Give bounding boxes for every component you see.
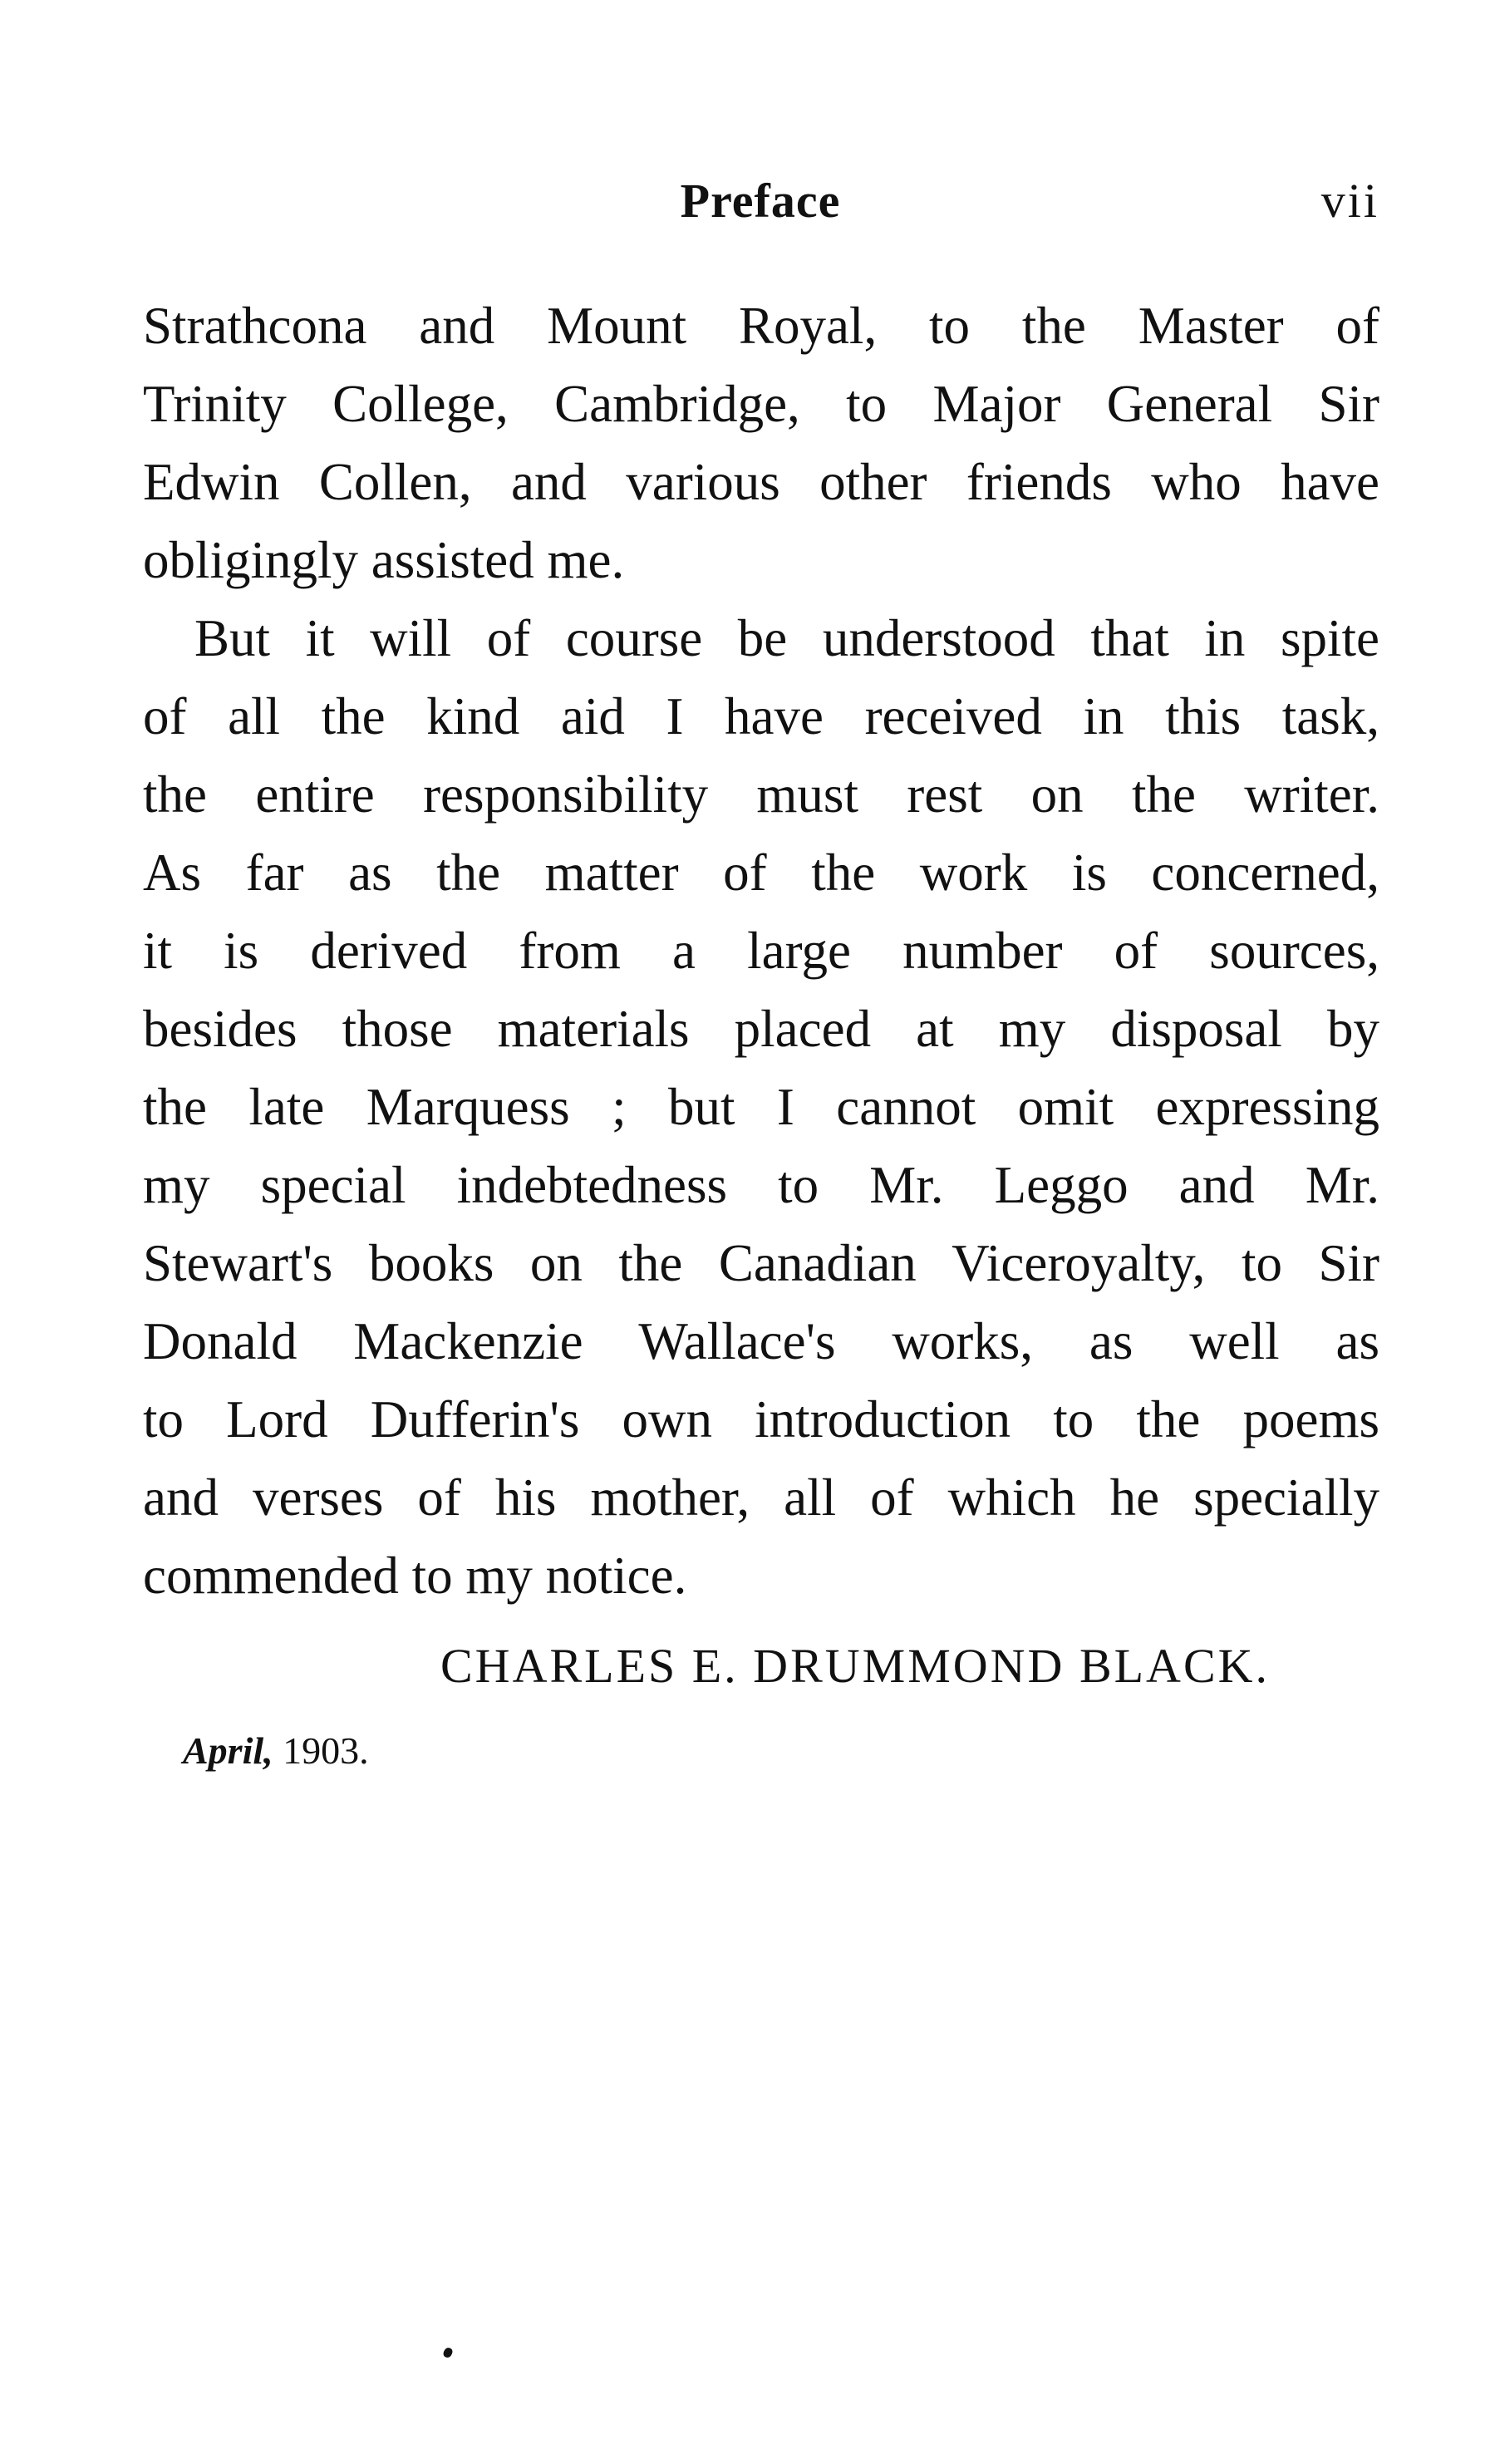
text-line: besides those materials placed at my disposal by	[143, 1000, 1379, 1058]
text-line: Donald Mackenzie Wallace's works, as well as	[143, 1312, 1379, 1370]
text-line: it is derived from a large number of sources,	[143, 922, 1379, 980]
page-number: vii	[1320, 174, 1379, 228]
text-line: As far as the matter of the work is concerned,	[143, 843, 1379, 902]
date-line	[183, 1722, 369, 1780]
author-signature: CHARLES E. DRUMMOND BLACK.	[440, 1639, 1271, 1693]
text-line: the late Marquess ; but I cannot omit expressing	[143, 1078, 1379, 1136]
text-line: Edwin Collen, and various other friends who have	[143, 453, 1379, 511]
text-line: Trinity College, Cambridge, to Major General Sir	[143, 375, 1379, 433]
text-line: my special indebtedness to Mr. Leggo and Mr.	[143, 1156, 1379, 1214]
text-line: and verses of his mother, all of which he specially	[143, 1468, 1379, 1527]
paragraph-2	[143, 599, 1379, 1615]
date-month: April,	[183, 1729, 273, 1772]
running-title: Preface	[680, 174, 841, 228]
text-line: obligingly assisted me.	[143, 531, 625, 589]
text-line: of all the kind aid I have received in this task,	[143, 687, 1379, 745]
text-line: Strathcona and Mount Royal, to the Master of	[143, 297, 1379, 355]
text-line: commended to my notice.	[143, 1547, 687, 1605]
ink-speck	[442, 2347, 454, 2359]
paragraph-1	[143, 287, 1379, 599]
text-line: Stewart's books on the Canadian Viceroyalty, to Sir	[143, 1234, 1379, 1292]
text-line: the entire responsibility must rest on the writer.	[143, 765, 1379, 824]
text-line: to Lord Dufferin's own introduction to the poems	[143, 1390, 1379, 1448]
running-head	[141, 173, 1379, 248]
body-text	[143, 287, 1379, 1615]
text-line: But it will of course be understood that in spite	[194, 609, 1379, 667]
date-year: 1903.	[283, 1729, 369, 1772]
